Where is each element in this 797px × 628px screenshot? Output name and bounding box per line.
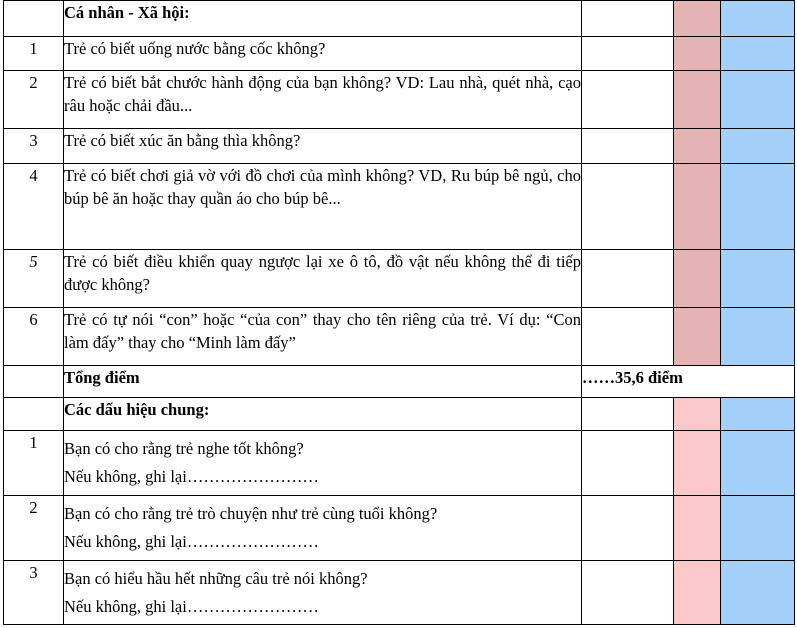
section-title: Các dấu hiệu chung: [64,398,582,431]
answer-cell-sometimes[interactable] [674,308,721,366]
question-text: Bạn có cho rằng trẻ trò chuyện như trẻ cùng tuổi không? [64,504,438,523]
number-cell [4,398,64,431]
total-row [4,366,795,398]
section-header-row [4,1,795,37]
answer-cell-sometimes[interactable] [674,250,721,308]
answer-cell-yes[interactable] [582,164,674,250]
answer-cell-yes[interactable] [582,308,674,366]
question-cell [64,431,582,496]
number-cell [4,366,64,398]
question-number: 1 [4,37,64,71]
answer-cell-yes[interactable] [582,431,674,496]
question-cell [64,496,582,561]
question-number: 5 [4,250,64,308]
question-number: 3 [4,129,64,164]
question-text: Bạn có hiểu hầu hết những câu trẻ nói không? [64,569,368,588]
answer-cell-not-yet[interactable] [721,129,795,164]
section-header-row [4,398,795,431]
number-cell [4,1,64,37]
answer-cell-not-yet[interactable] [721,308,795,366]
answer-cell-yes[interactable] [582,496,674,561]
question-text: Trẻ có biết uống nước bằng cốc không? [64,37,582,71]
answer-cell-yes[interactable] [582,71,674,129]
question-text: Trẻ có biết chơi giả vờ với đồ chơi của mình không? VD, Ru búp bê ngủ, cho búp bê ăn hoặc thay quần áo cho búp bê... [64,164,582,250]
question-number: 3 [4,561,64,625]
question-cell [64,561,582,625]
answer-cell-sometimes[interactable] [674,164,721,250]
general-question-row [4,496,795,561]
answer-cell-yes[interactable] [582,129,674,164]
answer-cell-not-yet[interactable] [721,496,795,561]
question-text: Trẻ có tự nói “con” hoặc “của con” thay cho tên riêng của trẻ. Ví dụ: “Con làm đấy” thay cho “Minh làm đấy” [64,308,582,366]
answer-cell-yes[interactable] [582,250,674,308]
note-line: Nếu không, ghi lại…………………… [64,532,319,551]
question-text: Bạn có cho rằng trẻ nghe tốt không? [64,439,304,458]
answer-cell-not-yet[interactable] [721,250,795,308]
question-number: 1 [4,431,64,496]
answer-cell-not-yet[interactable] [721,1,795,37]
question-row [4,129,795,164]
question-number: 2 [4,496,64,561]
note-line: Nếu không, ghi lại…………………… [64,467,319,486]
question-text: Trẻ có biết xúc ăn bằng thìa không? [64,129,582,164]
answer-cell-sometimes[interactable] [674,398,721,431]
question-text: Trẻ có biết điều khiển quay ngược lại xe ô tô, đồ vật nếu không thể đi tiếp được không? [64,250,582,308]
answer-cell-yes[interactable] [582,561,674,625]
general-question-row [4,561,795,625]
note-line: Nếu không, ghi lại…………………… [64,597,319,616]
question-number: 6 [4,308,64,366]
question-number: 4 [4,164,64,250]
general-question-row [4,431,795,496]
answer-cell-sometimes[interactable] [674,1,721,37]
question-row [4,308,795,366]
answer-cell-yes[interactable] [582,37,674,71]
answer-cell-not-yet[interactable] [721,561,795,625]
total-label: Tổng điểm [64,366,582,398]
answer-cell-not-yet[interactable] [721,398,795,431]
question-row [4,164,795,250]
answer-cell-sometimes[interactable] [674,496,721,561]
answer-cell-sometimes[interactable] [674,37,721,71]
question-number: 2 [4,71,64,129]
answer-cell-yes[interactable] [582,1,674,37]
assessment-table [3,0,795,625]
answer-cell-not-yet[interactable] [721,431,795,496]
section-title: Cá nhân - Xã hội: [64,1,582,37]
answer-cell-sometimes[interactable] [674,431,721,496]
answer-cell-yes[interactable] [582,398,674,431]
total-score: ……35,6 điểm [582,366,795,398]
answer-cell-not-yet[interactable] [721,71,795,129]
question-row [4,37,795,71]
answer-cell-sometimes[interactable] [674,129,721,164]
answer-cell-not-yet[interactable] [721,164,795,250]
answer-cell-sometimes[interactable] [674,71,721,129]
question-row [4,71,795,129]
question-text: Trẻ có biết bắt chước hành động của bạn không? VD: Lau nhà, quét nhà, cạo râu hoặc chải đầu... [64,71,582,129]
answer-cell-sometimes[interactable] [674,561,721,625]
answer-cell-not-yet[interactable] [721,37,795,71]
question-row [4,250,795,308]
